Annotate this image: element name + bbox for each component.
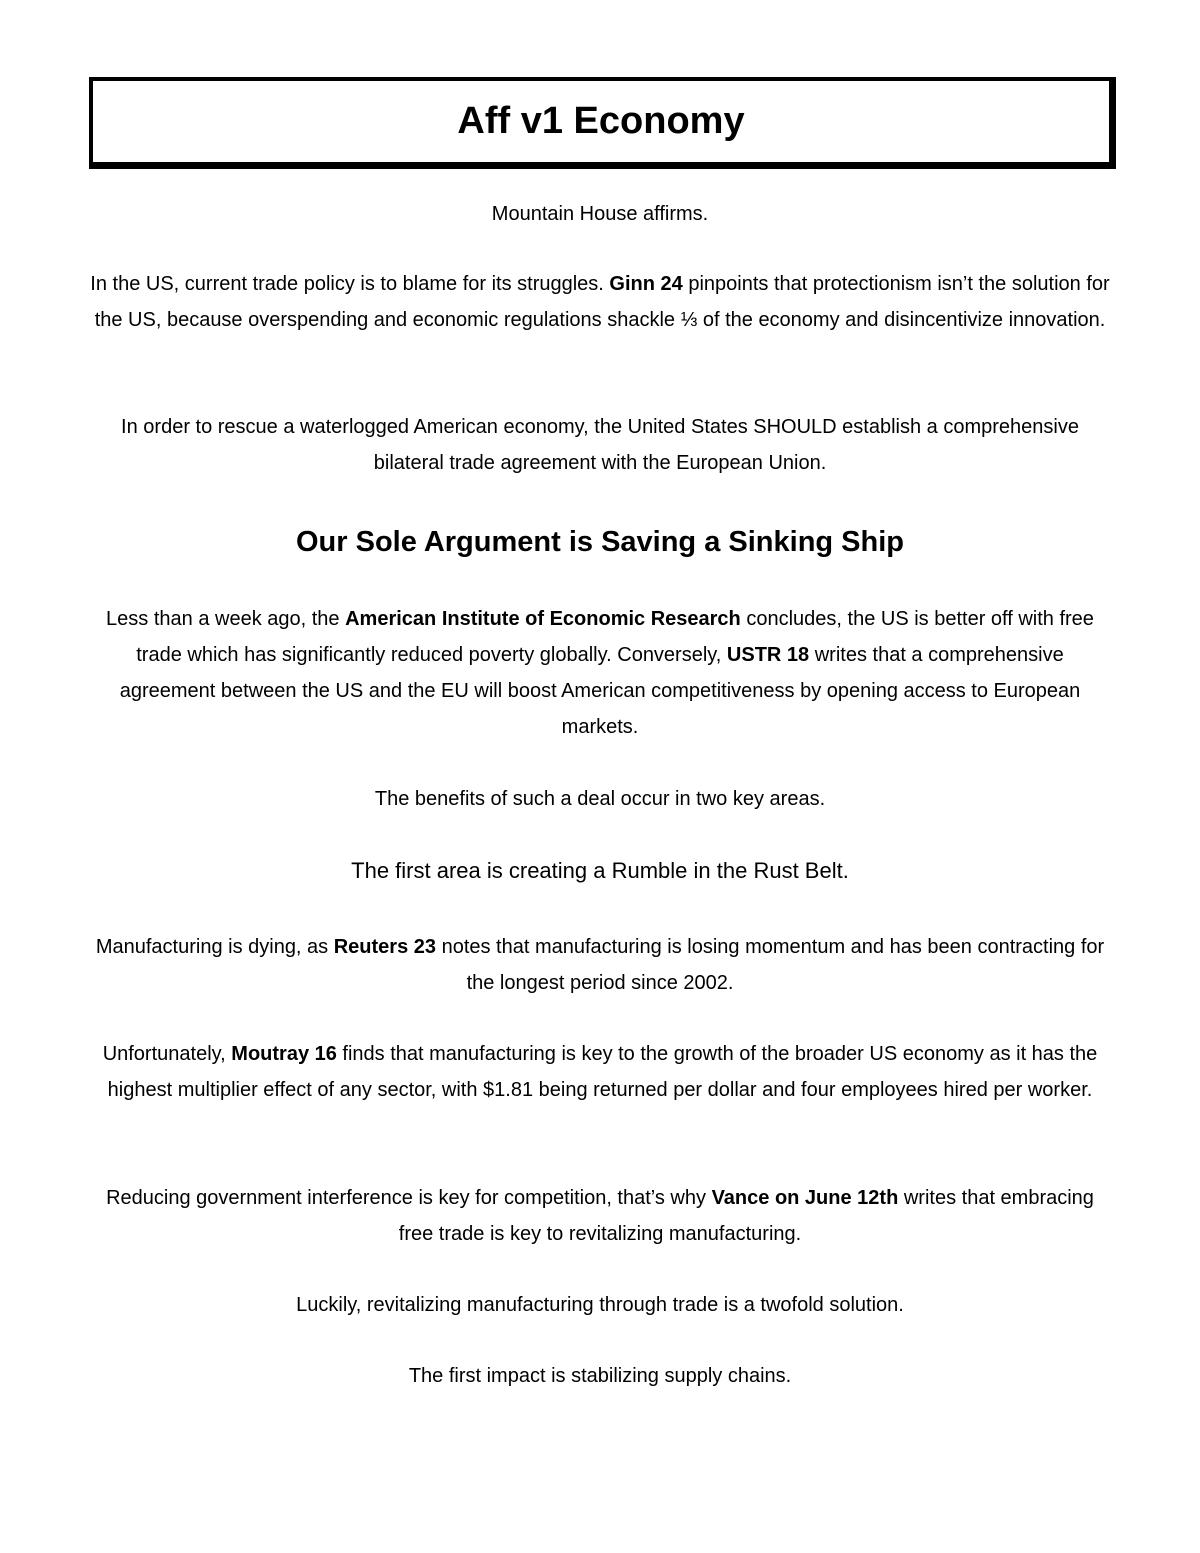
text-segment: Unfortunately, bbox=[102, 1043, 232, 1065]
text-segment: writes that a comprehensive agreement between the US and the EU will boost American competitiveness by opening access to European markets. bbox=[119, 644, 1081, 738]
text-segment: Less than a week ago, the bbox=[106, 608, 346, 630]
paragraph-manufacturing-dying bbox=[90, 929, 1110, 1001]
paragraph-trade-policy bbox=[90, 266, 1110, 338]
citation-ustr: USTR 18 bbox=[726, 644, 810, 666]
text-segment: Reducing government interference is key for competition, that’s why bbox=[106, 1187, 712, 1209]
paragraph-free-trade bbox=[90, 601, 1110, 745]
citation-aier: American Institute of Economic Research bbox=[345, 608, 741, 630]
text-segment: concludes, the US is better off with free trade which has significantly reduced poverty globally. Conversely, bbox=[136, 608, 1094, 666]
citation-reuters: Reuters 23 bbox=[333, 936, 437, 958]
text-segment: In order to rescue a waterlogged American economy, the United States SHOULD establish a comprehensive bilateral trade agreement with the European Union. bbox=[121, 416, 1079, 474]
text-segment: finds that manufacturing is key to the growth of the broader US economy as it has the highest multiplier effect of any sector, with $1.81 being returned per dollar and four employees hired per worker. bbox=[107, 1043, 1098, 1101]
text-segment: pinpoints that protectionism isn’t the solution for the US, because overspending and economic regulations shackle ⅓ of the economy and disincentivize innovation. bbox=[94, 273, 1110, 331]
text-segment: The first area is creating a Rumble in the Rust Belt. bbox=[351, 858, 849, 883]
intro-paragraph bbox=[90, 196, 1110, 232]
citation-moutray: Moutray 16 bbox=[231, 1043, 337, 1065]
paragraph-benefits bbox=[90, 781, 1110, 817]
text-segment: Manufacturing is dying, as bbox=[95, 936, 334, 958]
text-segment: The benefits of such a deal occur in two key areas. bbox=[374, 788, 826, 810]
text-segment: Luckily, revitalizing manufacturing through trade is a twofold solution. bbox=[296, 1294, 904, 1316]
title-box bbox=[89, 77, 1116, 169]
paragraph-multiplier bbox=[90, 1036, 1110, 1108]
heading-text: Our Sole Argument is Saving a Sinking Ship bbox=[295, 526, 905, 558]
paragraph-first-area bbox=[90, 853, 1110, 889]
text-segment: notes that manufacturing is losing momentum and has been contracting for the longest period since 2002. bbox=[436, 936, 1105, 994]
paragraph-resolution bbox=[90, 409, 1110, 481]
text-segment: In the US, current trade policy is to blame for its struggles. bbox=[90, 273, 610, 295]
paragraph-government bbox=[90, 1180, 1110, 1252]
citation-ginn: Ginn 24 bbox=[609, 273, 683, 295]
section-heading bbox=[90, 522, 1110, 562]
paragraph-first-impact bbox=[90, 1358, 1110, 1394]
intro-text: Mountain House affirms. bbox=[491, 203, 709, 225]
citation-vance: Vance on June 12th bbox=[711, 1187, 899, 1209]
text-segment: writes that embracing free trade is key to revitalizing manufacturing. bbox=[398, 1187, 1094, 1245]
text-segment: The first impact is stabilizing supply chains. bbox=[408, 1365, 792, 1387]
document-title: Aff v1 Economy bbox=[457, 100, 745, 142]
paragraph-twofold bbox=[90, 1287, 1110, 1323]
